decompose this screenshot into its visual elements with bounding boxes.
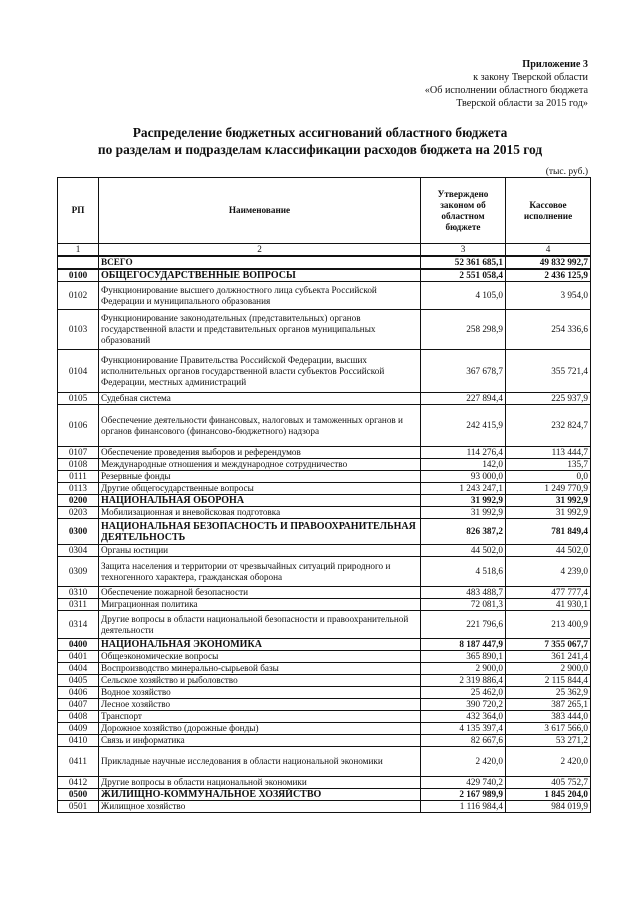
- table-row: [58, 711, 591, 723]
- cell-name: Функционирование Правительства Российской Федерации, высших исполнительных органов государственной власти субъектов Российской Федерации, местных администраций: [99, 350, 421, 393]
- cell-name: Общеэкономические вопросы: [99, 651, 421, 663]
- cell-approved: 52 361 685,1: [421, 256, 506, 269]
- cell-executed: 387 265,1: [506, 699, 591, 711]
- cell-executed: 0,0: [506, 471, 591, 483]
- cell-executed: 1 249 770,9: [506, 483, 591, 495]
- cell-code: 0304: [58, 545, 99, 557]
- table-row: [58, 447, 591, 459]
- cell-executed: 405 752,7: [506, 777, 591, 789]
- cell-executed: 113 444,7: [506, 447, 591, 459]
- cell-name: Международные отношения и международное сотрудничество: [99, 459, 421, 471]
- cell-code: 0113: [58, 483, 99, 495]
- cell-code: 0406: [58, 687, 99, 699]
- cell-code: 0108: [58, 459, 99, 471]
- cell-name: Обеспечение деятельности финансовых, налоговых и таможенных органов и органов финансового (финансово-бюджетного) надзора: [99, 405, 421, 447]
- cell-name: ОБЩЕГОСУДАРСТВЕННЫЕ ВОПРОСЫ: [99, 269, 421, 282]
- table-row: [58, 269, 591, 282]
- cell-approved: 2 167 989,9: [421, 789, 506, 801]
- budget-table: [57, 177, 591, 813]
- cell-name: Функционирование высшего должностного лица субъекта Российской Федерации и муниципального образования: [99, 282, 421, 310]
- cell-code: 0102: [58, 282, 99, 310]
- table-row: [58, 557, 591, 587]
- colnum-2: 2: [99, 244, 421, 257]
- table-row: [58, 735, 591, 747]
- cell-code: 0412: [58, 777, 99, 789]
- table-row: [58, 587, 591, 599]
- table-row: [58, 507, 591, 519]
- colnum-1: 1: [58, 244, 99, 257]
- cell-executed: 7 355 067,7: [506, 639, 591, 651]
- table-body: [58, 256, 591, 813]
- cell-executed: 53 271,2: [506, 735, 591, 747]
- cell-approved: 242 415,9: [421, 405, 506, 447]
- cell-executed: 254 336,6: [506, 310, 591, 350]
- appendix-law-title: «Об исполнении областного бюджета: [424, 85, 588, 96]
- table-row: [58, 459, 591, 471]
- cell-approved: 2 420,0: [421, 747, 506, 777]
- appendix-law-year: Тверской области за 2015 год»: [456, 98, 588, 109]
- cell-approved: 2 319 886,4: [421, 675, 506, 687]
- cell-name: Водное хозяйство: [99, 687, 421, 699]
- table-row: [58, 723, 591, 735]
- cell-executed: 25 362,9: [506, 687, 591, 699]
- table-row: [58, 350, 591, 393]
- cell-executed: 41 930,1: [506, 599, 591, 611]
- table-row: [58, 687, 591, 699]
- cell-executed: 44 502,0: [506, 545, 591, 557]
- cell-name: Функционирование законодательных (представительных) органов государственной власти и представительных органов муниципальных образований: [99, 310, 421, 350]
- cell-code: 0409: [58, 723, 99, 735]
- cell-name: Обеспечение пожарной безопасности: [99, 587, 421, 599]
- cell-executed: 984 019,9: [506, 801, 591, 813]
- cell-executed: 213 400,9: [506, 611, 591, 639]
- cell-name: Жилищное хозяйство: [99, 801, 421, 813]
- cell-name: Другие вопросы в области национальной экономики: [99, 777, 421, 789]
- cell-executed: 232 824,7: [506, 405, 591, 447]
- header-code: РП: [58, 178, 99, 244]
- table-row: [58, 282, 591, 310]
- cell-executed: 2 115 844,4: [506, 675, 591, 687]
- cell-code: 0309: [58, 557, 99, 587]
- cell-executed: 3 954,0: [506, 282, 591, 310]
- table-row: [58, 405, 591, 447]
- table-row: [58, 495, 591, 507]
- cell-approved: 44 502,0: [421, 545, 506, 557]
- table-row: [58, 675, 591, 687]
- cell-code: 0106: [58, 405, 99, 447]
- cell-executed: 361 241,4: [506, 651, 591, 663]
- cell-code: 0105: [58, 393, 99, 405]
- cell-code: 0300: [58, 519, 99, 545]
- cell-approved: 2 551 058,4: [421, 269, 506, 282]
- appendix-number: Приложение 3: [522, 59, 588, 70]
- header-approved: Утверждено законом об областном бюджете: [421, 178, 506, 244]
- cell-name: ВСЕГО: [99, 256, 421, 269]
- cell-code: 0200: [58, 495, 99, 507]
- cell-name: НАЦИОНАЛЬНАЯ ОБОРОНА: [99, 495, 421, 507]
- cell-name: НАЦИОНАЛЬНАЯ ЭКОНОМИКА: [99, 639, 421, 651]
- units-label: (тыс. руб.): [545, 167, 588, 177]
- table-row: [58, 545, 591, 557]
- title-line-2: по разделам и подразделам классификации расходов бюджета на 2015 год: [97, 142, 543, 157]
- table-row: [58, 471, 591, 483]
- cell-executed: 781 849,4: [506, 519, 591, 545]
- document-title: [0, 124, 640, 158]
- cell-approved: 25 462,0: [421, 687, 506, 699]
- table-row: [58, 599, 591, 611]
- cell-executed: 2 436 125,9: [506, 269, 591, 282]
- cell-approved: 1 116 984,4: [421, 801, 506, 813]
- appendix-note: [425, 58, 588, 110]
- cell-approved: 4 135 397,4: [421, 723, 506, 735]
- appendix-law: к закону Тверской области: [473, 72, 588, 83]
- cell-name: НАЦИОНАЛЬНАЯ БЕЗОПАСНОСТЬ И ПРАВООХРАНИТЕЛЬНАЯ ДЕЯТЕЛЬНОСТЬ: [99, 519, 421, 545]
- cell-approved: 365 890,1: [421, 651, 506, 663]
- table-row: [58, 310, 591, 350]
- cell-approved: 2 900,0: [421, 663, 506, 675]
- cell-approved: 72 081,3: [421, 599, 506, 611]
- table-row: [58, 611, 591, 639]
- table-row: [58, 639, 591, 651]
- cell-name: Связь и информатика: [99, 735, 421, 747]
- cell-approved: 390 720,2: [421, 699, 506, 711]
- table-row: [58, 519, 591, 545]
- cell-approved: 93 000,0: [421, 471, 506, 483]
- cell-executed: 135,7: [506, 459, 591, 471]
- cell-code: 0408: [58, 711, 99, 723]
- cell-approved: 826 387,2: [421, 519, 506, 545]
- cell-code: 0405: [58, 675, 99, 687]
- table-row: [58, 393, 591, 405]
- cell-executed: 49 832 992,7: [506, 256, 591, 269]
- cell-code: 0311: [58, 599, 99, 611]
- title-line-1: Распределение бюджетных ассигнований областного бюджета: [132, 125, 508, 140]
- cell-code: 0100: [58, 269, 99, 282]
- table-row: [58, 699, 591, 711]
- cell-executed: 2 420,0: [506, 747, 591, 777]
- cell-approved: 432 364,0: [421, 711, 506, 723]
- cell-approved: 8 187 447,9: [421, 639, 506, 651]
- table-row: [58, 663, 591, 675]
- cell-name: ЖИЛИЩНО-КОММУНАЛЬНОЕ ХОЗЯЙСТВО: [99, 789, 421, 801]
- cell-code: 0111: [58, 471, 99, 483]
- cell-name: Органы юстиции: [99, 545, 421, 557]
- cell-approved: 114 276,4: [421, 447, 506, 459]
- cell-executed: 225 937,9: [506, 393, 591, 405]
- cell-executed: 2 900,0: [506, 663, 591, 675]
- cell-name: Мобилизационная и вневойсковая подготовка: [99, 507, 421, 519]
- cell-code: 0310: [58, 587, 99, 599]
- table-row: [58, 777, 591, 789]
- table-row: [58, 801, 591, 813]
- cell-executed: 1 845 204,0: [506, 789, 591, 801]
- colnum-4: 4: [506, 244, 591, 257]
- cell-name: Защита населения и территории от чрезвычайных ситуаций природного и техногенного характера, гражданская оборона: [99, 557, 421, 587]
- cell-approved: 4 105,0: [421, 282, 506, 310]
- cell-name: Лесное хозяйство: [99, 699, 421, 711]
- cell-executed: 3 617 566,0: [506, 723, 591, 735]
- cell-approved: 142,0: [421, 459, 506, 471]
- cell-approved: 82 667,6: [421, 735, 506, 747]
- cell-name: Обеспечение проведения выборов и референдумов: [99, 447, 421, 459]
- cell-executed: 4 239,0: [506, 557, 591, 587]
- cell-executed: 31 992,9: [506, 495, 591, 507]
- cell-code: 0107: [58, 447, 99, 459]
- cell-name: Судебная система: [99, 393, 421, 405]
- cell-approved: 221 796,6: [421, 611, 506, 639]
- cell-code: 0314: [58, 611, 99, 639]
- cell-approved: 1 243 247,1: [421, 483, 506, 495]
- cell-code: 0501: [58, 801, 99, 813]
- cell-executed: 31 992,9: [506, 507, 591, 519]
- cell-name: Транспорт: [99, 711, 421, 723]
- cell-code: 0407: [58, 699, 99, 711]
- header-executed: Кассовое исполнение: [506, 178, 591, 244]
- table-row: [58, 256, 591, 269]
- cell-name: Дорожное хозяйство (дорожные фонды): [99, 723, 421, 735]
- colnum-3: 3: [421, 244, 506, 257]
- cell-code: 0411: [58, 747, 99, 777]
- cell-executed: 355 721,4: [506, 350, 591, 393]
- cell-approved: 367 678,7: [421, 350, 506, 393]
- table-row: [58, 789, 591, 801]
- cell-code: [58, 256, 99, 269]
- cell-executed: 383 444,0: [506, 711, 591, 723]
- cell-approved: 4 518,6: [421, 557, 506, 587]
- table-row: [58, 483, 591, 495]
- cell-approved: 31 992,9: [421, 507, 506, 519]
- cell-name: Прикладные научные исследования в области национальной экономики: [99, 747, 421, 777]
- cell-name: Сельское хозяйство и рыболовство: [99, 675, 421, 687]
- cell-name: Воспроизводство минерально-сырьевой базы: [99, 663, 421, 675]
- table-row: [58, 651, 591, 663]
- cell-code: 0203: [58, 507, 99, 519]
- cell-code: 0103: [58, 310, 99, 350]
- cell-code: 0104: [58, 350, 99, 393]
- cell-code: 0400: [58, 639, 99, 651]
- cell-name: Миграционная политика: [99, 599, 421, 611]
- header-name: Наименование: [99, 178, 421, 244]
- cell-approved: 227 894,4: [421, 393, 506, 405]
- cell-approved: 429 740,2: [421, 777, 506, 789]
- cell-name: Другие вопросы в области национальной безопасности и правоохранительной деятельности: [99, 611, 421, 639]
- cell-approved: 31 992,9: [421, 495, 506, 507]
- cell-name: Другие общегосударственные вопросы: [99, 483, 421, 495]
- cell-executed: 477 777,4: [506, 587, 591, 599]
- cell-code: 0410: [58, 735, 99, 747]
- cell-code: 0401: [58, 651, 99, 663]
- cell-name: Резервные фонды: [99, 471, 421, 483]
- table-row: [58, 747, 591, 777]
- cell-code: 0404: [58, 663, 99, 675]
- cell-approved: 258 298,9: [421, 310, 506, 350]
- cell-approved: 483 488,7: [421, 587, 506, 599]
- cell-code: 0500: [58, 789, 99, 801]
